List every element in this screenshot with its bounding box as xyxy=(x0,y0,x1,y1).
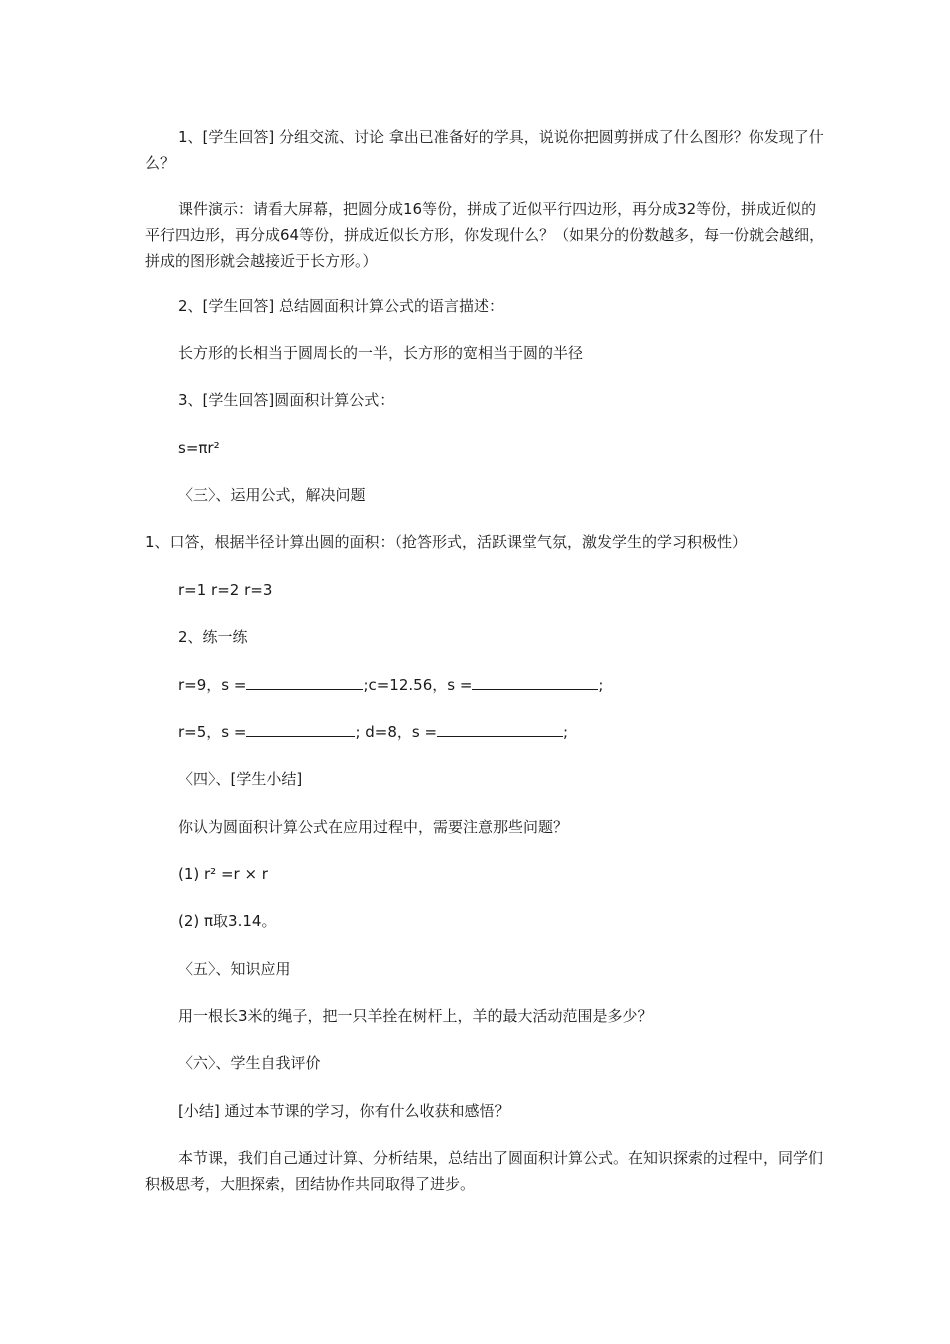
paragraph-courseware-demo: 课件演示：请看大屏幕，把圆分成16等份，拼成了近似平行四边形，再分成32等份，拼成近似的平行四边形，再分成64等份，拼成近似长方形，你发现什么？（如果分的份数越多，每一份就会越细，拼成的图形就会越接近于长方形。） xyxy=(145,200,825,270)
paragraph-student-answer-3: 3、[学生回答]圆面积计算公式： xyxy=(178,391,395,409)
paragraph-radius-values: r=1 r=2 r=3 xyxy=(178,581,273,599)
exercise-1-part3: ; xyxy=(598,676,604,694)
exercise-1-part2: ;c=12.56，s = xyxy=(363,676,473,694)
paragraph-question: 你认为圆面积计算公式在应用过程中，需要注意那些问题？ xyxy=(178,818,569,836)
section-heading-5: 〈五〉、知识应用 xyxy=(178,960,291,978)
paragraph-summary-question: [小结] 通过本节课的学习，你有什么收获和感悟？ xyxy=(178,1102,510,1120)
paragraph-conclusion: 本节课，我们自己通过计算、分析结果，总结出了圆面积计算公式。在知识探索的过程中，同学们积极思考，大胆探索，团结协作共同取得了进步。 xyxy=(145,1149,824,1193)
section-heading-4: 〈四〉、[学生小结] xyxy=(178,770,303,788)
exercise-2-part1: r=5，s = xyxy=(178,723,247,741)
note-1: (1) r² =r × r xyxy=(178,865,268,883)
exercise-1-part1: r=9，s = xyxy=(178,676,247,694)
exercise-2-part2: ; d=8，s = xyxy=(355,723,438,741)
paragraph-application: 用一根长3米的绳子，把一只羊拴在树杆上，羊的最大活动范围是多少？ xyxy=(178,1007,653,1025)
exercise-line-2 xyxy=(145,719,825,745)
exercise-2-part3: ; xyxy=(563,723,569,741)
paragraph-oral-answer: 1、口答，根据半径计算出圆的面积：（抢答形式，活跃课堂气氛，激发学生的学习积极性） xyxy=(145,533,748,551)
note-2: (2) π取3.14。 xyxy=(178,912,277,930)
paragraph-student-answer-1: 1、[学生回答] 分组交流、讨论 拿出已准备好的学具，说说你把圆剪拼成了什么图形？你发现了什么？ xyxy=(145,128,824,172)
answer-blank xyxy=(246,673,363,690)
section-heading-6: 〈六〉、学生自我评价 xyxy=(178,1054,321,1072)
exercise-line-1 xyxy=(145,672,825,698)
paragraph-practice: 2、练一练 xyxy=(178,628,248,646)
answer-blank xyxy=(246,720,355,737)
answer-blank xyxy=(437,720,563,737)
section-heading-3: 〈三〉、运用公式，解决问题 xyxy=(178,486,366,504)
paragraph-rectangle-description: 长方形的长相当于圆周长的一半，长方形的宽相当于圆的半径 xyxy=(178,344,584,362)
formula-area: s=πr² xyxy=(178,439,220,457)
answer-blank xyxy=(472,673,598,690)
paragraph-student-answer-2: 2、[学生回答] 总结圆面积计算公式的语言描述： xyxy=(178,297,505,315)
